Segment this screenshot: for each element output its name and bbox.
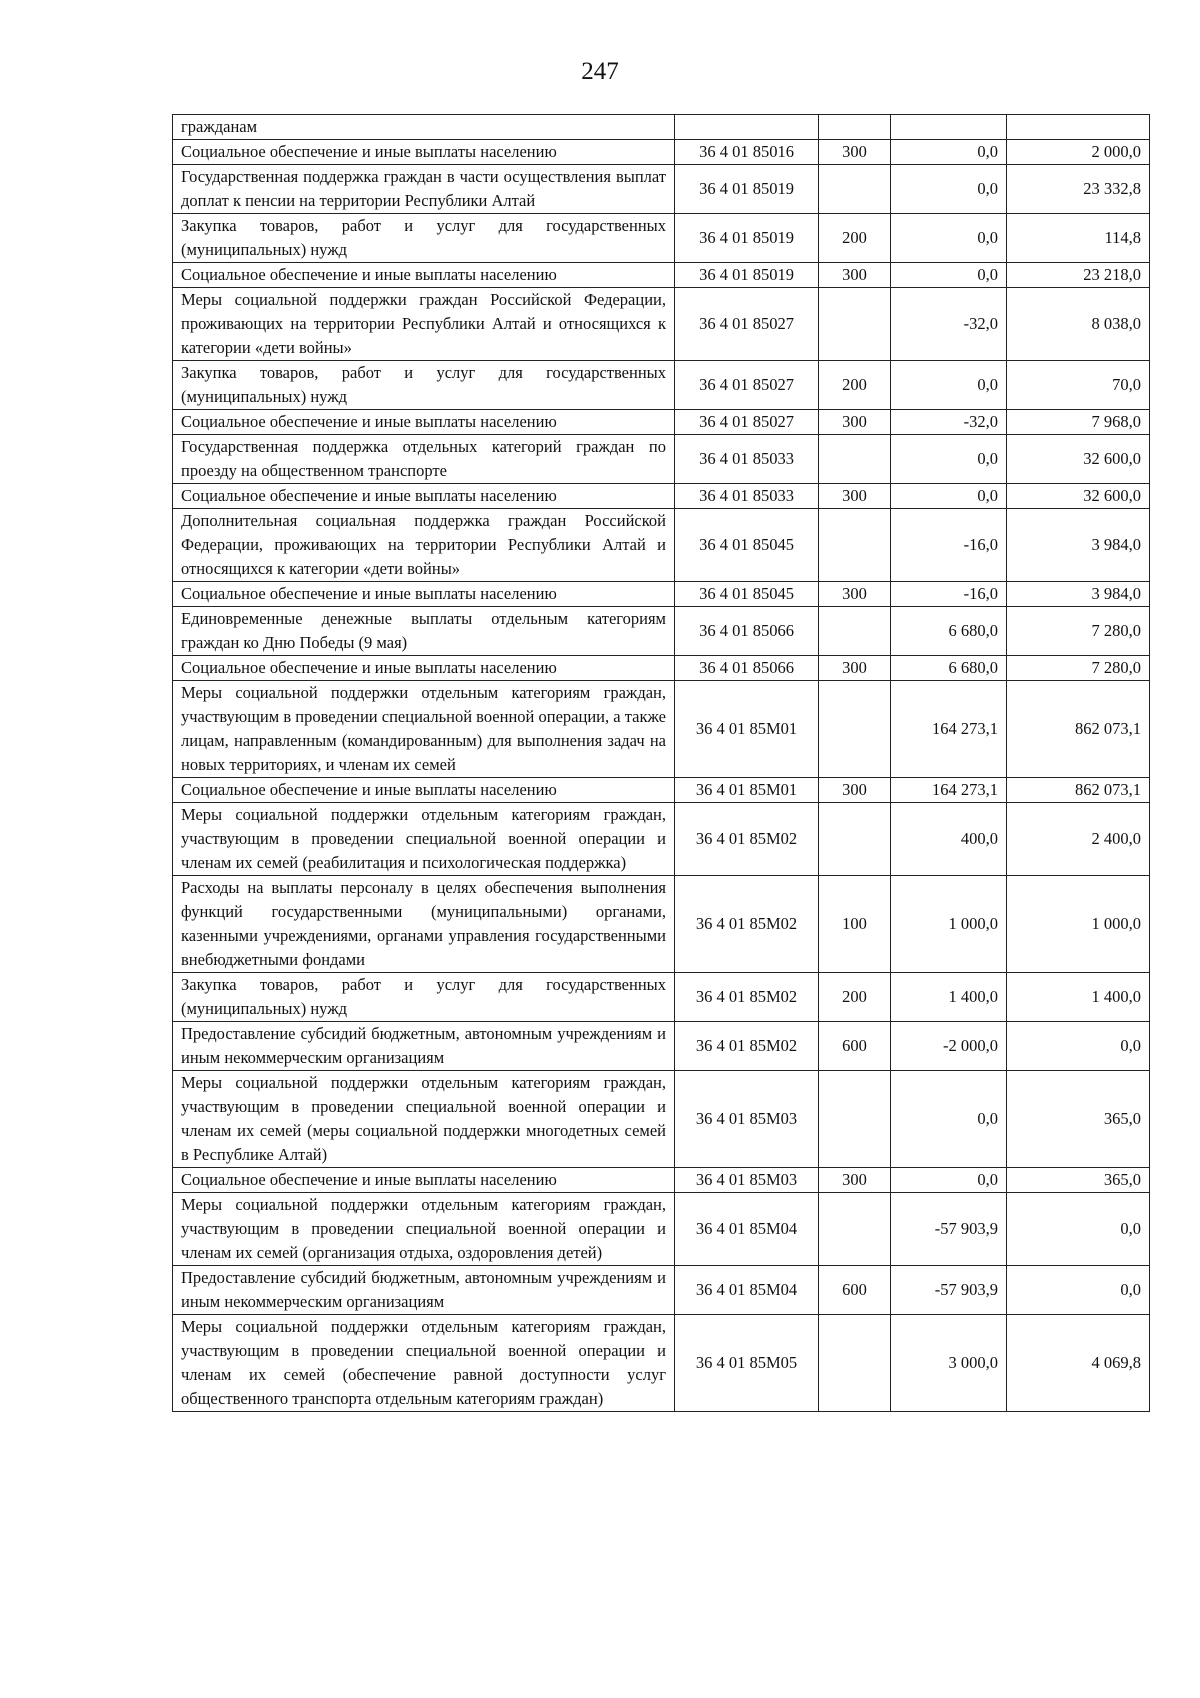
target-code-cell: 36 4 01 85033	[675, 435, 819, 484]
expense-type-cell: 300	[819, 778, 891, 803]
table-row	[173, 115, 1150, 140]
target-code-cell: 36 4 01 85М02	[675, 876, 819, 973]
change-amount-cell: 0,0	[891, 165, 1007, 214]
total-amount-cell: 8 038,0	[1007, 288, 1150, 361]
target-code-cell: 36 4 01 85М02	[675, 803, 819, 876]
expense-name-cell: Меры социальной поддержки отдельным категориям граждан, участвующим в проведении специальной военной операции и членам их семей (организация отдыха, оздоровления детей)	[173, 1193, 675, 1266]
expense-type-cell: 200	[819, 973, 891, 1022]
table-row	[173, 410, 1150, 435]
total-amount-cell: 23 332,8	[1007, 165, 1150, 214]
table-row	[173, 1193, 1150, 1266]
target-code-cell: 36 4 01 85045	[675, 509, 819, 582]
target-code-cell: 36 4 01 85066	[675, 656, 819, 681]
total-amount-cell: 70,0	[1007, 361, 1150, 410]
total-amount-cell: 3 984,0	[1007, 582, 1150, 607]
expense-name-cell: Дополнительная социальная поддержка граждан Российской Федерации, проживающих на территории Республики Алтай и относящихся к категории «дети войны»	[173, 509, 675, 582]
change-amount-cell: 1 000,0	[891, 876, 1007, 973]
change-amount-cell: 0,0	[891, 140, 1007, 165]
change-amount-cell: 0,0	[891, 214, 1007, 263]
total-amount-cell: 7 280,0	[1007, 607, 1150, 656]
target-code-cell	[675, 115, 819, 140]
total-amount-cell: 3 984,0	[1007, 509, 1150, 582]
table-row	[173, 1071, 1150, 1168]
expense-name-cell: Закупка товаров, работ и услуг для государственных (муниципальных) нужд	[173, 973, 675, 1022]
change-amount-cell: 164 273,1	[891, 681, 1007, 778]
expense-type-cell: 300	[819, 263, 891, 288]
total-amount-cell: 23 218,0	[1007, 263, 1150, 288]
expense-name-cell: Социальное обеспечение и иные выплаты населению	[173, 140, 675, 165]
expense-type-cell: 600	[819, 1266, 891, 1315]
total-amount-cell: 4 069,8	[1007, 1315, 1150, 1412]
change-amount-cell: 3 000,0	[891, 1315, 1007, 1412]
total-amount-cell: 1 400,0	[1007, 973, 1150, 1022]
table-row	[173, 484, 1150, 509]
expense-name-cell: Социальное обеспечение и иные выплаты населению	[173, 263, 675, 288]
total-amount-cell: 862 073,1	[1007, 681, 1150, 778]
total-amount-cell: 2 000,0	[1007, 140, 1150, 165]
total-amount-cell: 0,0	[1007, 1022, 1150, 1071]
change-amount-cell: 6 680,0	[891, 656, 1007, 681]
expense-name-cell: Расходы на выплаты персоналу в целях обеспечения выполнения функций государственными (муниципальными) органами, казенными учреждениями, органами управления государственными внебюджетными фондами	[173, 876, 675, 973]
change-amount-cell: 1 400,0	[891, 973, 1007, 1022]
target-code-cell: 36 4 01 85М03	[675, 1168, 819, 1193]
total-amount-cell: 365,0	[1007, 1071, 1150, 1168]
table-row	[173, 973, 1150, 1022]
target-code-cell: 36 4 01 85М02	[675, 1022, 819, 1071]
target-code-cell: 36 4 01 85М01	[675, 681, 819, 778]
target-code-cell: 36 4 01 85066	[675, 607, 819, 656]
expense-type-cell: 600	[819, 1022, 891, 1071]
expense-name-cell: Меры социальной поддержки отдельным категориям граждан, участвующим в проведении специальной военной операции, а также лицам, направленным (командированным) для выполнения задач на новых территориях, и членам их семей	[173, 681, 675, 778]
total-amount-cell: 1 000,0	[1007, 876, 1150, 973]
target-code-cell: 36 4 01 85019	[675, 214, 819, 263]
total-amount-cell: 0,0	[1007, 1266, 1150, 1315]
table-row	[173, 1315, 1150, 1412]
total-amount-cell: 365,0	[1007, 1168, 1150, 1193]
table-row	[173, 876, 1150, 973]
expense-type-cell: 300	[819, 140, 891, 165]
total-amount-cell: 7 968,0	[1007, 410, 1150, 435]
expense-type-cell: 200	[819, 214, 891, 263]
change-amount-cell: 400,0	[891, 803, 1007, 876]
expense-type-cell	[819, 509, 891, 582]
expense-name-cell: Социальное обеспечение и иные выплаты населению	[173, 778, 675, 803]
expense-name-cell: Предоставление субсидий бюджетным, автономным учреждениям и иным некоммерческим организациям	[173, 1266, 675, 1315]
change-amount-cell: 0,0	[891, 263, 1007, 288]
target-code-cell: 36 4 01 85016	[675, 140, 819, 165]
expense-name-cell: Единовременные денежные выплаты отдельным категориям граждан ко Дню Победы (9 мая)	[173, 607, 675, 656]
table-row	[173, 165, 1150, 214]
expense-type-cell: 300	[819, 1168, 891, 1193]
expense-name-cell: Меры социальной поддержки отдельным категориям граждан, участвующим в проведении специальной военной операции и членам их семей (меры социальной поддержки многодетных семей в Республике Алтай)	[173, 1071, 675, 1168]
table-row	[173, 656, 1150, 681]
change-amount-cell: 0,0	[891, 361, 1007, 410]
change-amount-cell: 164 273,1	[891, 778, 1007, 803]
expense-type-cell	[819, 607, 891, 656]
expense-name-cell: Социальное обеспечение и иные выплаты населению	[173, 484, 675, 509]
expense-type-cell	[819, 1193, 891, 1266]
change-amount-cell: -57 903,9	[891, 1266, 1007, 1315]
total-amount-cell: 114,8	[1007, 214, 1150, 263]
expense-name-cell: гражданам	[173, 115, 675, 140]
target-code-cell: 36 4 01 85033	[675, 484, 819, 509]
total-amount-cell	[1007, 115, 1150, 140]
table-row	[173, 509, 1150, 582]
target-code-cell: 36 4 01 85027	[675, 410, 819, 435]
expense-name-cell: Социальное обеспечение и иные выплаты населению	[173, 410, 675, 435]
target-code-cell: 36 4 01 85М03	[675, 1071, 819, 1168]
change-amount-cell	[891, 115, 1007, 140]
target-code-cell: 36 4 01 85019	[675, 263, 819, 288]
expense-name-cell: Предоставление субсидий бюджетным, автономным учреждениям и иным некоммерческим организациям	[173, 1022, 675, 1071]
table-row	[173, 1168, 1150, 1193]
total-amount-cell: 32 600,0	[1007, 484, 1150, 509]
target-code-cell: 36 4 01 85027	[675, 288, 819, 361]
table-row	[173, 1022, 1150, 1071]
change-amount-cell: 0,0	[891, 1071, 1007, 1168]
target-code-cell: 36 4 01 85019	[675, 165, 819, 214]
page-number: 247	[581, 58, 619, 85]
target-code-cell: 36 4 01 85М04	[675, 1266, 819, 1315]
change-amount-cell: -2 000,0	[891, 1022, 1007, 1071]
budget-table-body	[173, 115, 1150, 1412]
expense-type-cell: 200	[819, 361, 891, 410]
total-amount-cell: 862 073,1	[1007, 778, 1150, 803]
expense-name-cell: Меры социальной поддержки граждан Российской Федерации, проживающих на территории Республики Алтай и относящихся к категории «дети войны»	[173, 288, 675, 361]
target-code-cell: 36 4 01 85М02	[675, 973, 819, 1022]
target-code-cell: 36 4 01 85045	[675, 582, 819, 607]
expense-name-cell: Социальное обеспечение и иные выплаты населению	[173, 1168, 675, 1193]
expense-name-cell: Меры социальной поддержки отдельным категориям граждан, участвующим в проведении специальной военной операции и членам их семей (реабилитация и психологическая поддержка)	[173, 803, 675, 876]
total-amount-cell: 2 400,0	[1007, 803, 1150, 876]
total-amount-cell: 0,0	[1007, 1193, 1150, 1266]
table-row	[173, 288, 1150, 361]
target-code-cell: 36 4 01 85М04	[675, 1193, 819, 1266]
expense-type-cell	[819, 1071, 891, 1168]
change-amount-cell: 0,0	[891, 484, 1007, 509]
expense-name-cell: Государственная поддержка граждан в части осуществления выплат доплат к пенсии на территории Республики Алтай	[173, 165, 675, 214]
expense-type-cell	[819, 165, 891, 214]
expense-type-cell: 300	[819, 582, 891, 607]
change-amount-cell: 0,0	[891, 435, 1007, 484]
expense-type-cell	[819, 803, 891, 876]
change-amount-cell: -16,0	[891, 582, 1007, 607]
expense-type-cell	[819, 288, 891, 361]
table-row	[173, 803, 1150, 876]
total-amount-cell: 32 600,0	[1007, 435, 1150, 484]
table-row	[173, 435, 1150, 484]
expense-type-cell: 300	[819, 484, 891, 509]
table-row	[173, 1266, 1150, 1315]
expense-type-cell: 300	[819, 656, 891, 681]
expense-type-cell	[819, 435, 891, 484]
change-amount-cell: -32,0	[891, 410, 1007, 435]
expense-name-cell: Социальное обеспечение и иные выплаты населению	[173, 582, 675, 607]
expense-name-cell: Закупка товаров, работ и услуг для государственных (муниципальных) нужд	[173, 361, 675, 410]
expense-name-cell: Закупка товаров, работ и услуг для государственных (муниципальных) нужд	[173, 214, 675, 263]
table-row	[173, 361, 1150, 410]
table-row	[173, 607, 1150, 656]
expense-type-cell	[819, 115, 891, 140]
expense-name-cell: Меры социальной поддержки отдельным категориям граждан, участвующим в проведении специальной военной операции и членам их семей (обеспечение равной доступности услуг общественного транспорта отдельным категориям граждан)	[173, 1315, 675, 1412]
expense-name-cell: Государственная поддержка отдельных категорий граждан по проезду на общественном транспорте	[173, 435, 675, 484]
target-code-cell: 36 4 01 85М05	[675, 1315, 819, 1412]
total-amount-cell: 7 280,0	[1007, 656, 1150, 681]
budget-table	[172, 114, 1150, 1412]
change-amount-cell: 0,0	[891, 1168, 1007, 1193]
expense-name-cell: Социальное обеспечение и иные выплаты населению	[173, 656, 675, 681]
expense-type-cell	[819, 681, 891, 778]
expense-type-cell: 300	[819, 410, 891, 435]
expense-type-cell	[819, 1315, 891, 1412]
change-amount-cell: -32,0	[891, 288, 1007, 361]
target-code-cell: 36 4 01 85027	[675, 361, 819, 410]
change-amount-cell: -16,0	[891, 509, 1007, 582]
expense-type-cell: 100	[819, 876, 891, 973]
table-row	[173, 681, 1150, 778]
table-row	[173, 582, 1150, 607]
target-code-cell: 36 4 01 85М01	[675, 778, 819, 803]
change-amount-cell: 6 680,0	[891, 607, 1007, 656]
table-row	[173, 263, 1150, 288]
table-row	[173, 214, 1150, 263]
table-row	[173, 140, 1150, 165]
table-row	[173, 778, 1150, 803]
change-amount-cell: -57 903,9	[891, 1193, 1007, 1266]
